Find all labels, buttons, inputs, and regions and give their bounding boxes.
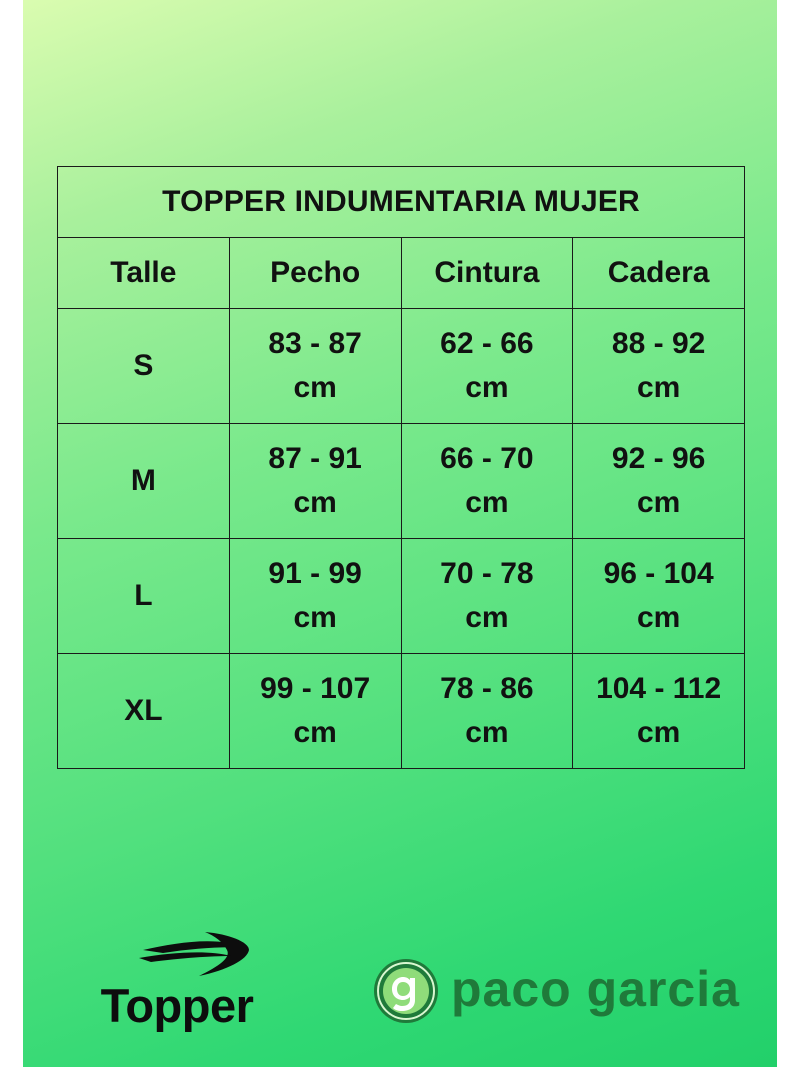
size-chart-panel bbox=[23, 0, 777, 1067]
cadera-value: 96 - 104 cm bbox=[573, 539, 745, 654]
topper-swoosh-icon bbox=[99, 926, 255, 986]
size-label: M bbox=[58, 424, 230, 539]
cadera-value: 88 - 92 cm bbox=[573, 309, 745, 424]
table-title: TOPPER INDUMENTARIA MUJER bbox=[58, 167, 745, 238]
size-label: S bbox=[58, 309, 230, 424]
size-table bbox=[57, 166, 745, 769]
cadera-value: 92 - 96 cm bbox=[573, 424, 745, 539]
cadera-value: 104 - 112 cm bbox=[573, 654, 745, 769]
pecho-value: 91 - 99 cm bbox=[229, 539, 401, 654]
pecho-value: 83 - 87 cm bbox=[229, 309, 401, 424]
header-cintura: Cintura bbox=[401, 238, 573, 309]
topper-logo-text: Topper bbox=[100, 979, 254, 1032]
table-row bbox=[58, 424, 745, 539]
topper-logo bbox=[99, 926, 255, 1032]
cintura-value: 70 - 78 cm bbox=[401, 539, 573, 654]
header-cadera: Cadera bbox=[573, 238, 745, 309]
pecho-value: 87 - 91 cm bbox=[229, 424, 401, 539]
header-row bbox=[58, 238, 745, 309]
cintura-value: 66 - 70 cm bbox=[401, 424, 573, 539]
size-label: L bbox=[58, 539, 230, 654]
size-label: XL bbox=[58, 654, 230, 769]
table-row bbox=[58, 309, 745, 424]
pecho-value: 99 - 107 cm bbox=[229, 654, 401, 769]
paco-g-badge-icon bbox=[371, 956, 441, 1026]
table-row bbox=[58, 654, 745, 769]
paco-garcia-logo bbox=[371, 956, 741, 1028]
header-talle: Talle bbox=[58, 238, 230, 309]
cintura-value: 62 - 66 cm bbox=[401, 309, 573, 424]
paco-garcia-logo-text: paco garcia bbox=[451, 961, 740, 1017]
header-pecho: Pecho bbox=[229, 238, 401, 309]
cintura-value: 78 - 86 cm bbox=[401, 654, 573, 769]
table-row bbox=[58, 539, 745, 654]
